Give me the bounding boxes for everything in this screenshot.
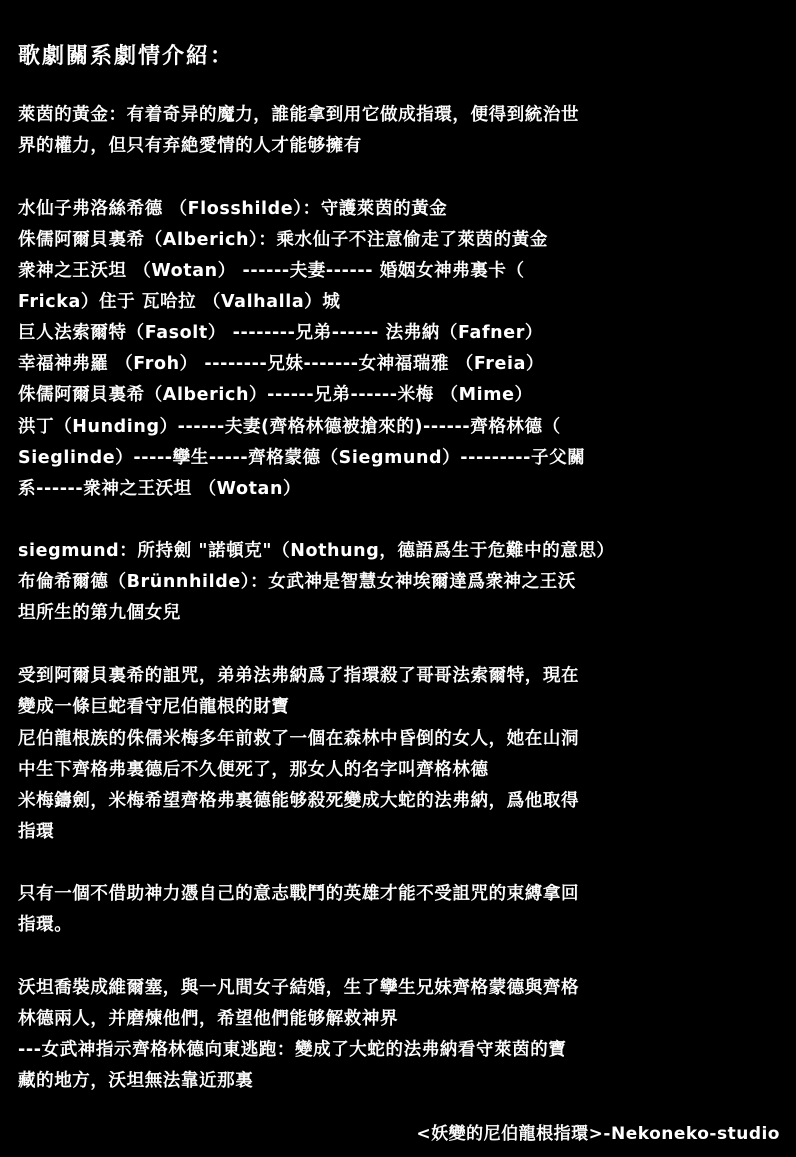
text-line: 界的權力，但只有弃絶愛情的人才能够擁有: [18, 136, 362, 156]
text-line: 萊茵的黃金：有着奇异的魔力，誰能拿到用它做成指環，便得到統治世: [18, 105, 580, 125]
text-line: ---女武神指示齊格林德向東逃跑：變成了大蛇的法弗納看守萊茵的寶: [18, 1040, 567, 1060]
text-line: 侏儒阿爾貝裏希（Alberich）------兄弟------米梅 （Mime）: [18, 385, 533, 405]
text-line: siegmund：所持劍 "諾頓克"（Nothung，德語爲生于危難中的意思）: [18, 541, 615, 561]
text-line: Fricka）住于 瓦哈拉 （Valhalla）城: [18, 292, 341, 312]
text-line: 坦所生的第九個女兒: [18, 603, 181, 623]
text-line: 藏的地方，沃坦無法靠近那裏: [18, 1071, 254, 1091]
text-line: 系------衆神之王沃坦 （Wotan）: [18, 479, 302, 499]
text-line: 受到阿爾貝裏希的詛咒，弟弟法弗納爲了指環殺了哥哥法索爾特，現在: [18, 666, 580, 686]
text-line: 只有一個不借助神力憑自己的意志戰鬥的英雄才能不受詛咒的束縛拿回: [18, 884, 580, 904]
text-line: 沃坦喬裝成維爾塞，與一凡間女子結婚，生了孿生兄妹齊格蒙德與齊格: [18, 978, 580, 998]
text-line: 幸福神弗羅 （Froh） --------兄妹-------女神福瑞雅 （Freia）: [18, 354, 545, 374]
text-line: 中生下齊格弗裏德后不久便死了，那女人的名字叫齊格林德: [18, 760, 489, 780]
text-line: 變成一條巨蛇看守尼伯龍根的財寶: [18, 697, 290, 717]
text-line: 尼伯龍根族的侏儒米梅多年前救了一個在森林中昏倒的女人，她在山洞: [18, 729, 580, 749]
text-line: 米梅鑄劍，米梅希望齊格弗裏德能够殺死變成大蛇的法弗納，爲他取得: [18, 791, 580, 811]
text-line: 指環。: [18, 915, 73, 935]
text-line: 指環: [18, 822, 55, 842]
text-line: 巨人法索爾特（Fasolt） --------兄弟------ 法弗納（Fafner）: [18, 323, 544, 343]
text-line: 洪丁（Hunding）------夫妻(齊格林德被搶來的)------齊格林德（: [18, 417, 561, 437]
text-line: Sieglinde）-----孿生-----齊格蒙德（Siegmund）---------子父關: [18, 448, 586, 468]
source-credit: <妖變的尼伯龍根指環>-Nekoneko-studio: [416, 1124, 780, 1144]
text-line: 侏儒阿爾貝裏希（Alberich）：乘水仙子不注意偷走了萊茵的黃金: [18, 230, 548, 250]
text-line: 林德兩人，并磨煉他們，希望他們能够解救神界: [18, 1009, 399, 1029]
text-line: 水仙子弗洛絲希德 （Flosshilde）：守護萊茵的黃金: [18, 199, 448, 219]
text-line: 布倫希爾德（Brünnhilde）：女武神是智慧女神埃爾達爲衆神之王沃: [18, 572, 576, 592]
page-title: 歌劇關系劇情介紹：: [18, 44, 235, 69]
text-line: 衆神之王沃坦 （Wotan） ------夫妻------ 婚姻女神弗裏卡（: [18, 261, 525, 281]
